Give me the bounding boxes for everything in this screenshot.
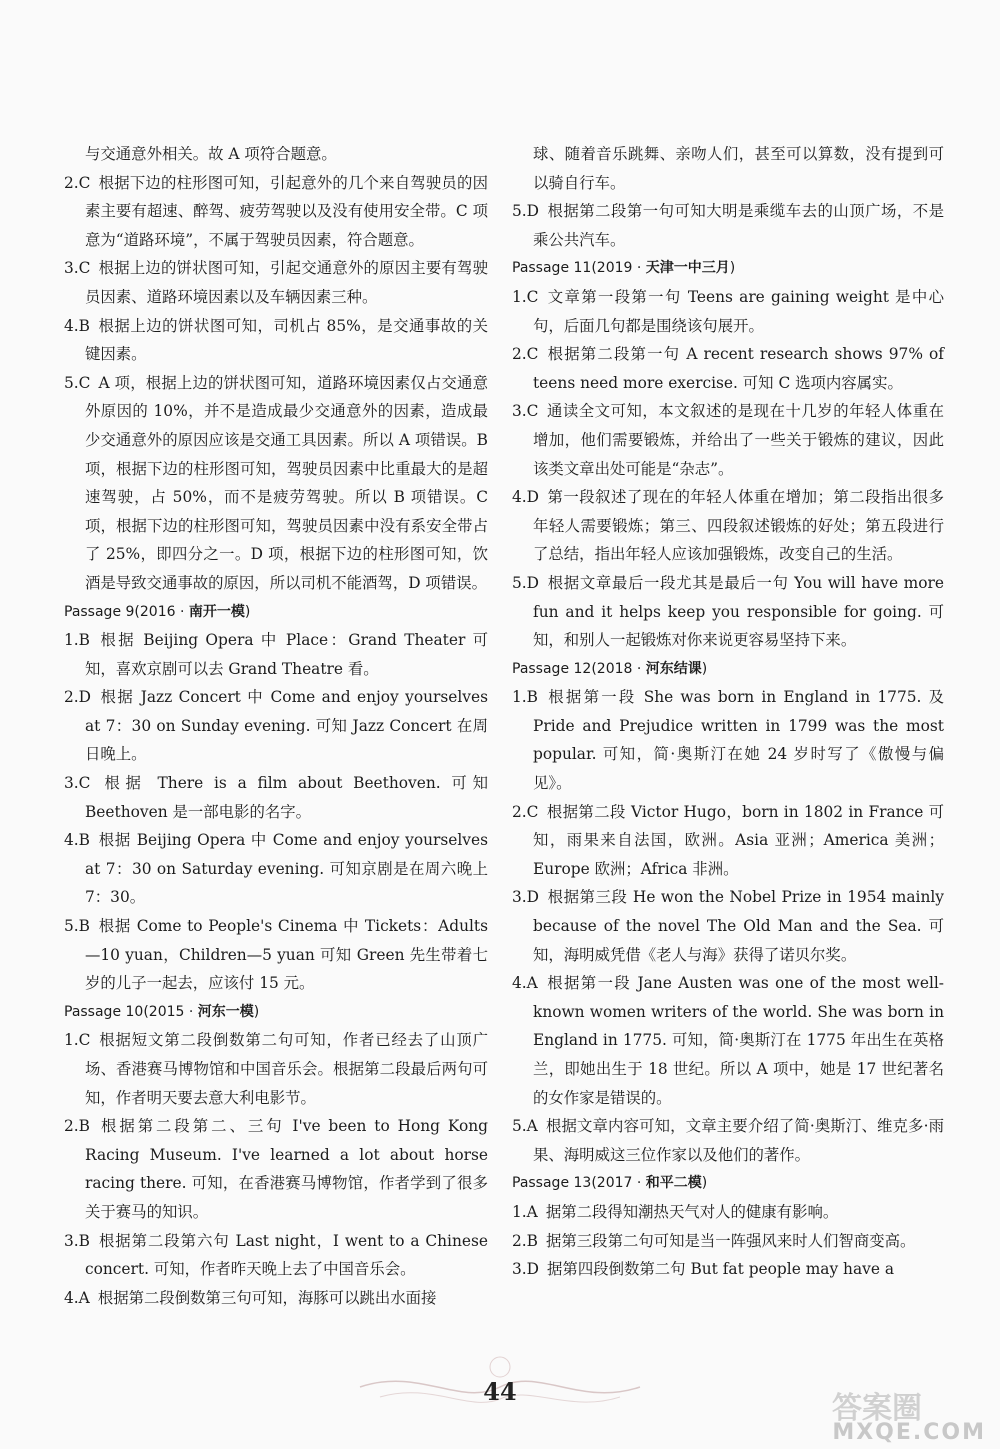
left-column <box>64 140 488 1312</box>
answer-item <box>512 197 944 254</box>
answer-number: 1.A <box>512 1202 538 1221</box>
answer-number: 5.D <box>512 202 540 221</box>
answer-item <box>64 1227 488 1284</box>
answer-number: 3.C <box>64 774 91 793</box>
answer-text: 根据第一段 She was born in England in 1775. 及 Pride and Prejudice written in 1799 was the most popular. 可知，简·奥斯汀在她 24 岁时写了《傲慢与偏见》。 <box>533 688 944 793</box>
passage-label: Passage 12 <box>512 660 592 677</box>
passage-heading: Passage 10(2015 · 河东一模) <box>64 1003 260 1020</box>
answer-text: 根据下边的柱形图可知，引起意外的几个来自驾驶员的因素主要有超速、醉驾、疲劳驾驶以及没有使用安全带。C 项意为“道路环境”，不属于驾驶员因素，符合题意。 <box>85 173 488 249</box>
passage-heading: Passage 13(2017 · 和平二模) <box>512 1175 708 1192</box>
answer-item <box>512 798 944 884</box>
answer-number: 2.C <box>512 345 539 364</box>
passage-source: 河东结课 <box>645 660 702 677</box>
answer-item <box>64 683 488 769</box>
passage-source: 天津一中三月 <box>645 260 730 277</box>
answer-text: 根据上边的饼状图可知，引起交通意外的原因主要有驾驶员因素、道路环境因素以及车辆因素三种。 <box>85 259 488 306</box>
answer-item <box>512 969 944 1112</box>
answer-item <box>512 483 944 569</box>
answer-number: 1.B <box>512 688 538 707</box>
answer-number: 1.C <box>512 287 539 306</box>
answer-number: 4.B <box>64 831 90 850</box>
answer-item <box>512 883 944 969</box>
answer-number: 3.D <box>512 888 540 907</box>
answer-text: 据第三段第二句可知是当一阵强风来时人们智商变高。 <box>546 1231 916 1250</box>
answer-text: 第一段叙述了现在的年轻人体重在增加；第二段指出很多年轻人需要锻炼；第三、四段叙述锻炼的好处；第五段进行了总结，指出年轻人应该加强锻炼，改变自己的生活。 <box>533 488 944 564</box>
answer-text: 根据第三段 He won the Nobel Prize in 1954 mainly because of the novel The Old Man and the Sea. 可知，海明威凭借《老人与海》获得了诺贝尔奖。 <box>533 888 944 964</box>
answer-number: 2.D <box>64 688 92 707</box>
answer-item <box>512 340 944 397</box>
answer-text: 根据 Beijing Opera 中 Come and enjoy yourselves at 7：30 on Saturday evening. 可知京剧是在周六晚上 7：30。 <box>85 831 488 907</box>
answer-item <box>64 826 488 912</box>
passage-heading: Passage 12(2018 · 河东结课) <box>512 660 708 677</box>
passage-heading: Passage 11(2019 · 天津一中三月) <box>512 260 736 277</box>
answer-number: 3.D <box>512 1260 540 1279</box>
passage-label: Passage 9 <box>64 603 135 620</box>
answer-number: 5.A <box>512 1117 538 1136</box>
passage-heading: Passage 9(2016 · 南开一模) <box>64 603 251 620</box>
answer-text: 通读全文可知，本文叙述的是现在十几岁的年轻人体重在增加，他们需要锻炼，并给出了一些关于锻炼的建议，因此该类文章出处可能是“杂志”。 <box>533 402 944 478</box>
answer-item <box>64 912 488 998</box>
answer-number: 2.B <box>64 1117 90 1136</box>
watermark-title: 答案圈 <box>832 1391 922 1426</box>
answer-text: 根据第一段 Jane Austen was one of the most well-known women writers of the world. She was born in England in 1775. 可知，简·奥斯汀在 1775 年出生在英格兰，即她出生于 18 世纪。所以 A 项中，她是 17 世纪著名的女作家是错误的。 <box>533 974 944 1107</box>
answer-text: 根据文章最后一段尤其是最后一句 You will have more fun and it helps keep you responsible for going. 可知，和别人一起锻炼对你来说更容易坚持下来。 <box>533 573 944 650</box>
answer-number: 5.B <box>64 917 90 936</box>
watermark-url: MXQE.COM <box>832 1420 986 1445</box>
answer-text: 文章第一段第一句 Teens are gaining weight 是中心句，后面几句都是围绕该句展开。 <box>533 287 944 335</box>
answer-item <box>512 1112 944 1169</box>
passage-label: Passage 10 <box>64 1003 144 1020</box>
answer-item <box>512 1227 944 1256</box>
continued-text: 球、随着音乐跳舞、亲吻人们，甚至可以算数，没有提到可以骑自行车。 <box>533 145 944 192</box>
passage-source: 河东一模 <box>197 1003 254 1020</box>
page-number: 44 <box>483 1377 517 1406</box>
answer-text: 根据 Beijing Opera 中 Place：Grand Theater 可知，喜欢京剧可以去 Grand Theatre 看。 <box>85 631 488 678</box>
answer-number: 1.B <box>64 631 90 650</box>
passage-source: 南开一模 <box>188 603 245 620</box>
passage-year: 2019 <box>596 260 633 277</box>
answer-text: 根据第二段倒数第三句可知，海豚可以跳出水面接 <box>97 1288 437 1307</box>
answer-text: 根据 Come to People's Cinema 中 Tickets：Adults—10 yuan，Children—5 yuan 可知 Green 先生带着七岁的儿子一起去，应该付 15 元。 <box>85 917 488 993</box>
answer-text: 根据文章内容可知，文章主要介绍了简·奥斯汀、维克多·雨果、海明威这三位作家以及他们的著作。 <box>533 1117 944 1164</box>
continued-text: 与交通意外相关。故 A 项符合题意。 <box>85 145 337 163</box>
answer-item <box>64 1284 488 1313</box>
answer-number: 4.A <box>64 1288 90 1307</box>
passage-year: 2018 <box>596 660 633 677</box>
passage-year: 2017 <box>596 1175 633 1192</box>
answer-item <box>512 283 944 340</box>
answer-item <box>64 769 488 826</box>
answer-text: 根据第二段第二、三句 I've been to Hong Kong Racing Museum. I've learned a lot about horse racing there. 可知，在香港赛马博物馆，作者学到了很多关于赛马的知识。 <box>85 1117 488 1221</box>
answer-number: 3.C <box>512 402 539 421</box>
answer-number: 2.B <box>512 1231 538 1250</box>
answer-text: 根据第二段第一句可知大明是乘缆车去的山顶广场，不是乘公共汽车。 <box>533 202 944 249</box>
answer-item <box>512 397 944 483</box>
answer-item <box>512 683 944 797</box>
answer-item <box>64 1026 488 1112</box>
passage-source: 和平二模 <box>645 1175 702 1192</box>
passage-label: Passage 13 <box>512 1175 592 1192</box>
answer-item <box>64 626 488 683</box>
answer-number: 4.A <box>512 974 538 993</box>
answer-text: A 项，根据上边的饼状图可知，道路环境因素仅占交通意外原因的 10%，并不是造成最少交通意外的因素，造成最少交通意外的原因应该是交通工具因素。所以 A 项错误。B 项，根据下边的柱形图可知，驾驶员因素中比重最大的是超速驾驶，占 50%，而不是疲劳驾驶。所以 B 项错误。C 项，根据下边的柱形图可知，驾驶员因素中没有系安全带占了 25%，即四分之一。D 项，根据下边的柱形图可知，饮酒是导致交通事故的原因，所以司机不能酒驾，D 项错误。 <box>85 373 488 592</box>
answer-text: 根据第二段第一句 A recent research shows 97% of teens need more exercise. 可知 C 选项内容属实。 <box>533 345 944 392</box>
answer-text: 根据第二段第六句 Last night，I went to a Chinese concert. 可知，作者昨天晚上去了中国音乐会。 <box>85 1231 488 1279</box>
answer-text: 根据 Jazz Concert 中 Come and enjoy yourselves at 7：30 on Sunday evening. 可知 Jazz Concert 在周日晚上。 <box>85 688 488 764</box>
answer-text: 据第四段倒数第二句 But fat people may have a <box>547 1260 895 1279</box>
answer-item <box>64 312 488 369</box>
answer-text: 根据短文第二段倒数第二句可知，作者已经去了山顶广场、香港赛马博物馆和中国音乐会。根据第二段最后两句可知，作者明天要去意大利电影节。 <box>85 1031 488 1107</box>
answer-number: 2.C <box>512 802 539 821</box>
answer-item <box>64 254 488 311</box>
answer-number: 2.C <box>64 173 91 192</box>
answer-text: 根据上边的饼状图可知，司机占 85%，是交通事故的关键因素。 <box>85 316 488 364</box>
answer-text: 据第二段得知潮热天气对人的健康有影响。 <box>545 1202 839 1221</box>
answer-text: 根据第二段 Victor Hugo，born in 1802 in France 可知，雨果来自法国，欧洲。Asia 亚洲；America 美洲；Europe 欧洲；Africa 非洲。 <box>533 802 944 878</box>
answer-number: 3.C <box>64 259 91 278</box>
answer-number: 4.B <box>64 316 90 335</box>
answer-number: 5.C <box>64 373 91 392</box>
passage-year: 2015 <box>148 1003 185 1020</box>
answer-item <box>64 1112 488 1226</box>
answer-number: 4.D <box>512 488 540 507</box>
answer-number: 5.D <box>512 573 540 592</box>
answer-text: 根据 There is a film about Beethoven. 可知 Beethoven 是一部电影的名字。 <box>85 774 488 821</box>
answer-item <box>512 569 944 655</box>
answer-item <box>64 369 488 598</box>
answer-number: 1.C <box>64 1031 91 1050</box>
answer-item <box>512 1198 944 1227</box>
answer-item <box>64 169 488 255</box>
answer-number: 3.B <box>64 1231 90 1250</box>
passage-label: Passage 11 <box>512 260 592 277</box>
answer-item <box>512 1255 944 1284</box>
right-column <box>512 140 944 1284</box>
passage-year: 2016 <box>139 603 176 620</box>
